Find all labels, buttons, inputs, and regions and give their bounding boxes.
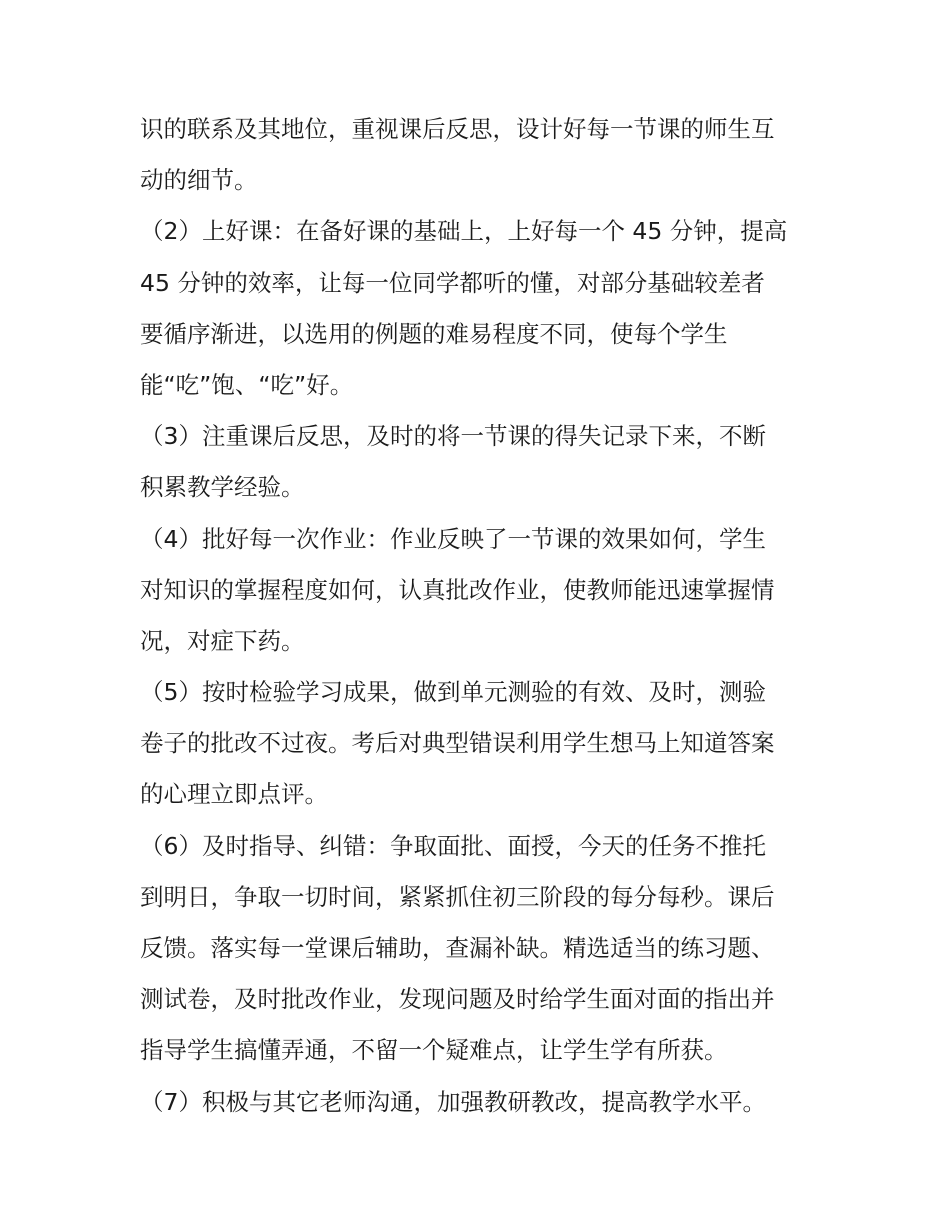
text-line: 反馈。落实每一堂课后辅助，查漏补缺。精选适当的练习题、	[140, 934, 775, 962]
text-line: 况，对症下药。	[140, 626, 305, 655]
text-line: 动的细节。	[140, 166, 258, 195]
text-line: （5）按时检验学习成果，做到单元测验的有效、及时，测验	[140, 678, 766, 707]
text-line: 能“吃”饱、“吃”好。	[140, 370, 354, 399]
text-line: （7）积极与其它老师沟通，加强教研教改，提高教学水平。	[140, 1087, 766, 1116]
text-line: 测试卷，及时批改作业，发现问题及时给学生面对面的指出并	[140, 985, 775, 1014]
text-line: （4）批好每一次作业：作业反映了一节课的效果如何，学生	[140, 524, 766, 553]
text-line: 卷子的批改不过夜。考后对典型错误利用学生想马上知道答案	[140, 729, 775, 758]
text-line: 要循序渐进，以选用的例题的难易程度不同，使每个学生	[140, 319, 728, 348]
text-line: 的心理立即点评。	[140, 780, 328, 809]
text-line: 到明日，争取一切时间，紧紧抓住初三阶段的每分每秒。课后	[140, 882, 775, 911]
text-line: （3）注重课后反思，及时的将一节课的得失记录下来，不断	[140, 422, 766, 451]
text-line: 积累教学经验。	[140, 473, 305, 502]
text-line: 识的联系及其地位，重视课后反思，设计好每一节课的师生互	[140, 115, 775, 143]
text-line: 45 分钟的效率，让每一位同学都听的懂，对部分基础较差者	[140, 268, 765, 297]
text-line: 指导学生搞懂弄通，不留一个疑难点，让学生学有所获。	[140, 1036, 728, 1065]
text-line: （6）及时指导、纠错：争取面批、面授，今天的任务不推托	[140, 831, 766, 860]
body-text	[140, 104, 830, 1128]
text-line: 对知识的掌握程度如何，认真批改作业，使教师能迅速掌握情	[140, 575, 775, 604]
text-line: （2）上好课：在备好课的基础上，上好每一个 45 分钟，提高	[140, 217, 788, 246]
